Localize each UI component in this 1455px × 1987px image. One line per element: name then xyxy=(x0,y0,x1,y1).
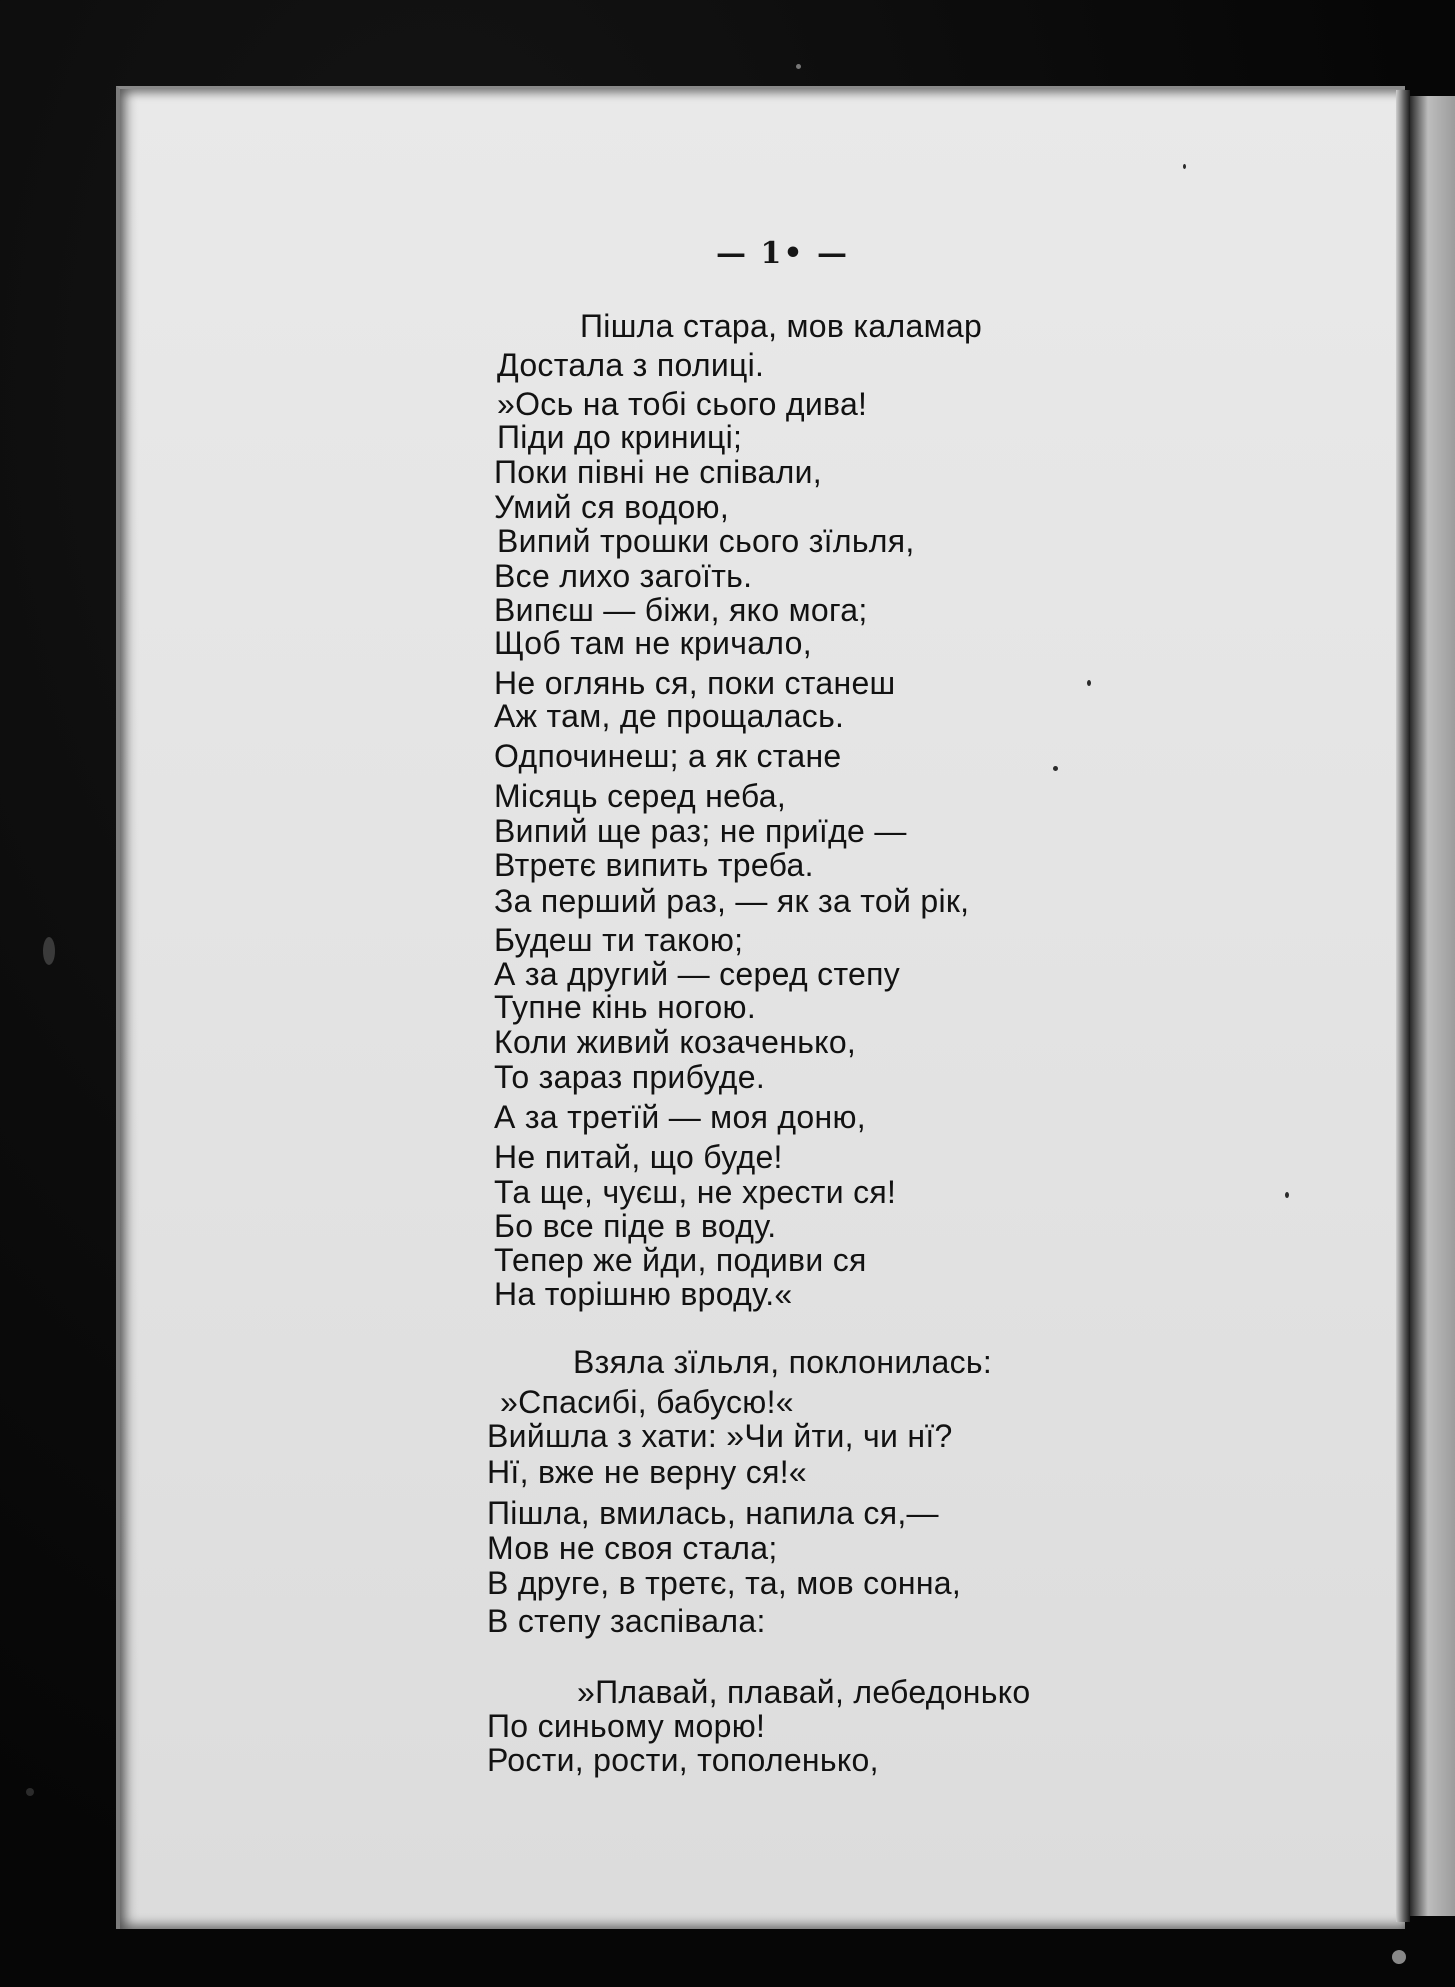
poem-line: Та ще, чуєш, не хрести ся! xyxy=(494,1174,897,1210)
poem-line: Не оглянь ся, поки станеш xyxy=(494,665,896,701)
poem-line: Пішла стара, мов каламар xyxy=(580,308,983,344)
poem-line: То зараз прибуде. xyxy=(494,1059,766,1095)
poem-line: Випий трошки сього зїльля, xyxy=(497,523,915,559)
poem-line: Нї, вже не верну ся!« xyxy=(487,1454,807,1490)
poem-line: В друге, в третє, та, мов сонна, xyxy=(487,1565,962,1601)
poem-line: Бо все піде в воду. xyxy=(494,1208,777,1244)
poem-line: Коли живий козаченько, xyxy=(494,1024,857,1060)
poem-line: Будеш ти такою; xyxy=(494,922,744,958)
poem-line: Випєш — біжи, яко мога; xyxy=(494,592,868,628)
poem-line: Взяла зїльля, поклонилась: xyxy=(573,1344,993,1380)
poem-line: »Спасибі, бабусю!« xyxy=(500,1384,794,1420)
poem-line: Втретє випить треба. xyxy=(494,847,814,883)
poem-line: Місяць серед неба, xyxy=(494,778,787,814)
poem-line: На торішню вроду.« xyxy=(494,1276,793,1312)
poem-line: Рости, рости, тополенько, xyxy=(487,1742,879,1778)
poem-line: Пішла, вмилась, напила ся,— xyxy=(487,1495,939,1531)
poem-line: Щоб там не кричало, xyxy=(494,625,812,661)
poem-line: А за третїй — моя доню, xyxy=(494,1099,866,1135)
poem-line: В степу заспівала: xyxy=(487,1603,766,1639)
poem-line: Мов не своя стала; xyxy=(487,1530,778,1566)
poem-line: Випий ще раз; не приїде — xyxy=(494,813,907,849)
poem-line: Тупне кінь ногою. xyxy=(494,989,757,1025)
poem-line: »Плавай, плавай, лебедонько xyxy=(577,1674,1031,1710)
poem-line: Аж там, де прощалась. xyxy=(494,698,845,734)
poem-line: По синьому морю! xyxy=(487,1708,766,1744)
poem-line: Вийшла з хати: »Чи йти, чи нї? xyxy=(487,1418,953,1454)
poem-line: Піди до криниці; xyxy=(497,419,743,455)
poem-line: Тепер же йди, подиви ся xyxy=(494,1242,867,1278)
poem-line: Умий ся водою, xyxy=(494,489,730,525)
poem-line: »Ось на тобі сього дива! xyxy=(497,386,868,422)
poem-line: Все лихо загоїть. xyxy=(494,558,753,594)
poem-line: За перший раз, — як за той рік, xyxy=(494,883,970,919)
poem-line: Поки півні не співали, xyxy=(494,454,822,490)
poem-line: Не питай, що буде! xyxy=(494,1139,783,1175)
poem-line: Одпочинеш; а як стане xyxy=(494,738,842,774)
page-number: — 1• — xyxy=(716,236,849,271)
poem-line: А за другий — серед степу xyxy=(494,956,901,992)
poem-line: Достала з полиці. xyxy=(497,347,765,383)
